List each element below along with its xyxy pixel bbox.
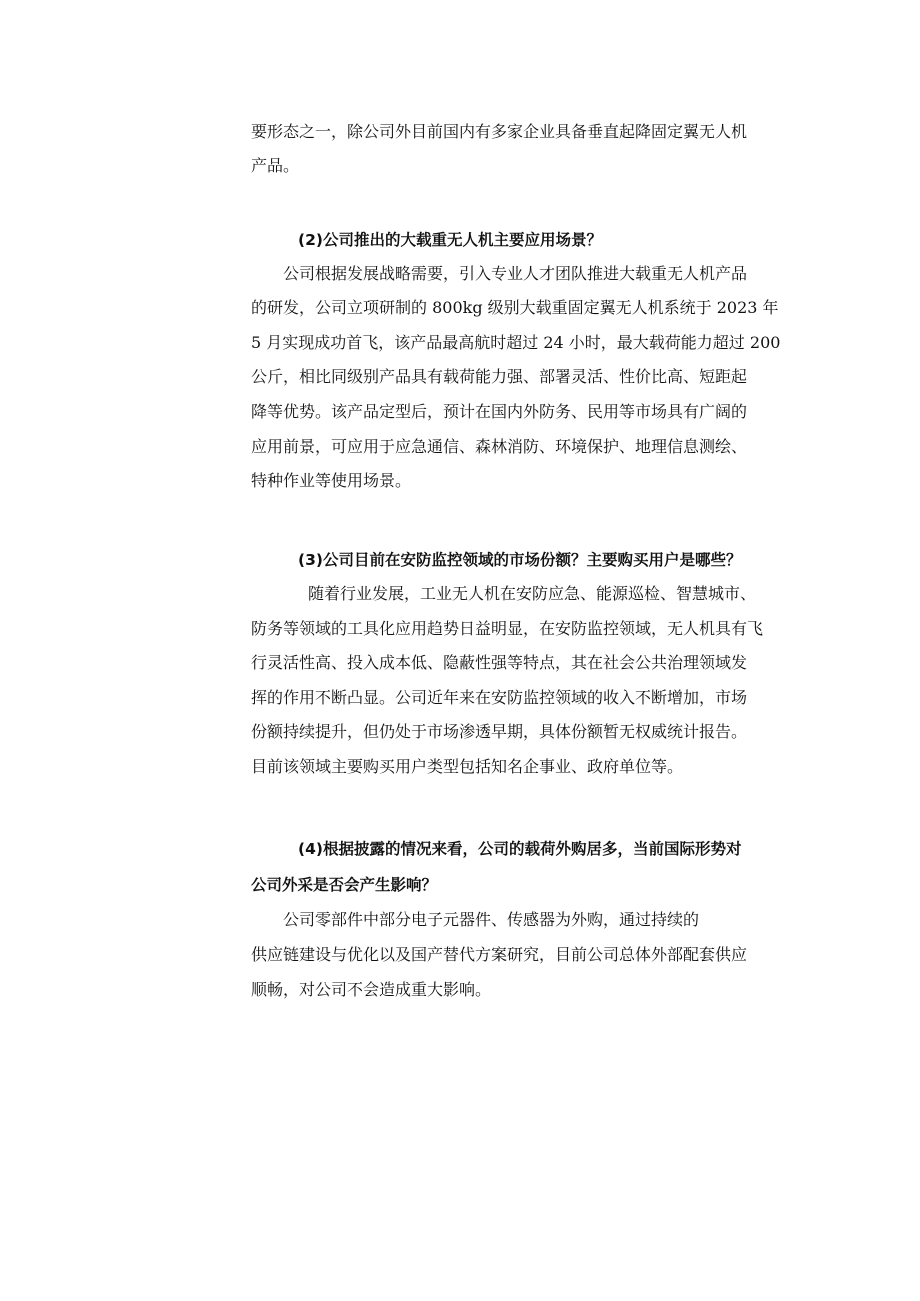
question-3-heading: (3)公司目前在安防监控领域的市场份额？主要购买用户是哪些？ (298, 551, 742, 569)
intro-line-1: 要形态之一，除公司外目前国内有多家企业具备垂直起降固定翼无人机 (251, 122, 748, 141)
q2-answer-line-6: 应用前景，可应用于应急通信、森林消防、环境保护、地理信息测绘、 (251, 437, 748, 456)
q2-answer-line-4: 公斤，相比同级别产品具有载荷能力强、部署灵活、性价比高、短距起 (251, 367, 748, 386)
question-4-heading-line-1: (4)根据披露的情况来看，公司的载荷外购居多，当前国际形势对 (298, 840, 742, 858)
q3-answer-line-2: 防务等领域的工具化应用趋势日益明显，在安防监控领域，无人机具有飞 (251, 619, 764, 638)
q2-answer-line-1: 公司根据发展战略需要，引入专业人才团队推进大载重无人机产品 (283, 264, 748, 283)
q3-answer-line-1: 随着行业发展，工业无人机在安防应急、能源巡检、智慧城市、 (308, 584, 757, 603)
question-2-heading: (2)公司推出的大载重无人机主要应用场景？ (298, 231, 602, 249)
q4-answer-line-3: 顺畅，对公司不会造成重大影响。 (251, 980, 492, 999)
intro-line-2: 产品。 (251, 156, 300, 175)
q2-answer-line-2: 的研发，公司立项研制的 800kg 级别大载重固定翼无人机系统于 2023 年 (251, 298, 779, 317)
q2-answer-line-7: 特种作业等使用场景。 (251, 471, 412, 490)
q3-answer-line-3: 行灵活性高、投入成本低、隐蔽性强等特点，其在社会公共治理领域发 (251, 653, 748, 672)
q3-answer-line-4: 挥的作用不断凸显。公司近年来在安防监控领域的收入不断增加，市场 (251, 688, 748, 707)
q4-answer-line-1: 公司零部件中部分电子元器件、传感器为外购，通过持续的 (283, 910, 700, 929)
question-4-heading-line-2: 公司外采是否会产生影响？ (251, 876, 438, 894)
q3-answer-line-6: 目前该领域主要购买用户类型包括知名企事业、政府单位等。 (251, 757, 684, 776)
q4-answer-line-2: 供应链建设与优化以及国产替代方案研究，目前公司总体外部配套供应 (251, 945, 748, 964)
q2-answer-line-5: 降等优势。该产品定型后，预计在国内外防务、民用等市场具有广阔的 (251, 402, 748, 421)
q3-answer-line-5: 份额持续提升，但仍处于市场渗透早期，具体份额暂无权威统计报告。 (251, 722, 748, 741)
q2-answer-line-3: 5 月实现成功首飞，该产品最高航时超过 24 小时，最大载荷能力超过 200 (251, 333, 781, 352)
